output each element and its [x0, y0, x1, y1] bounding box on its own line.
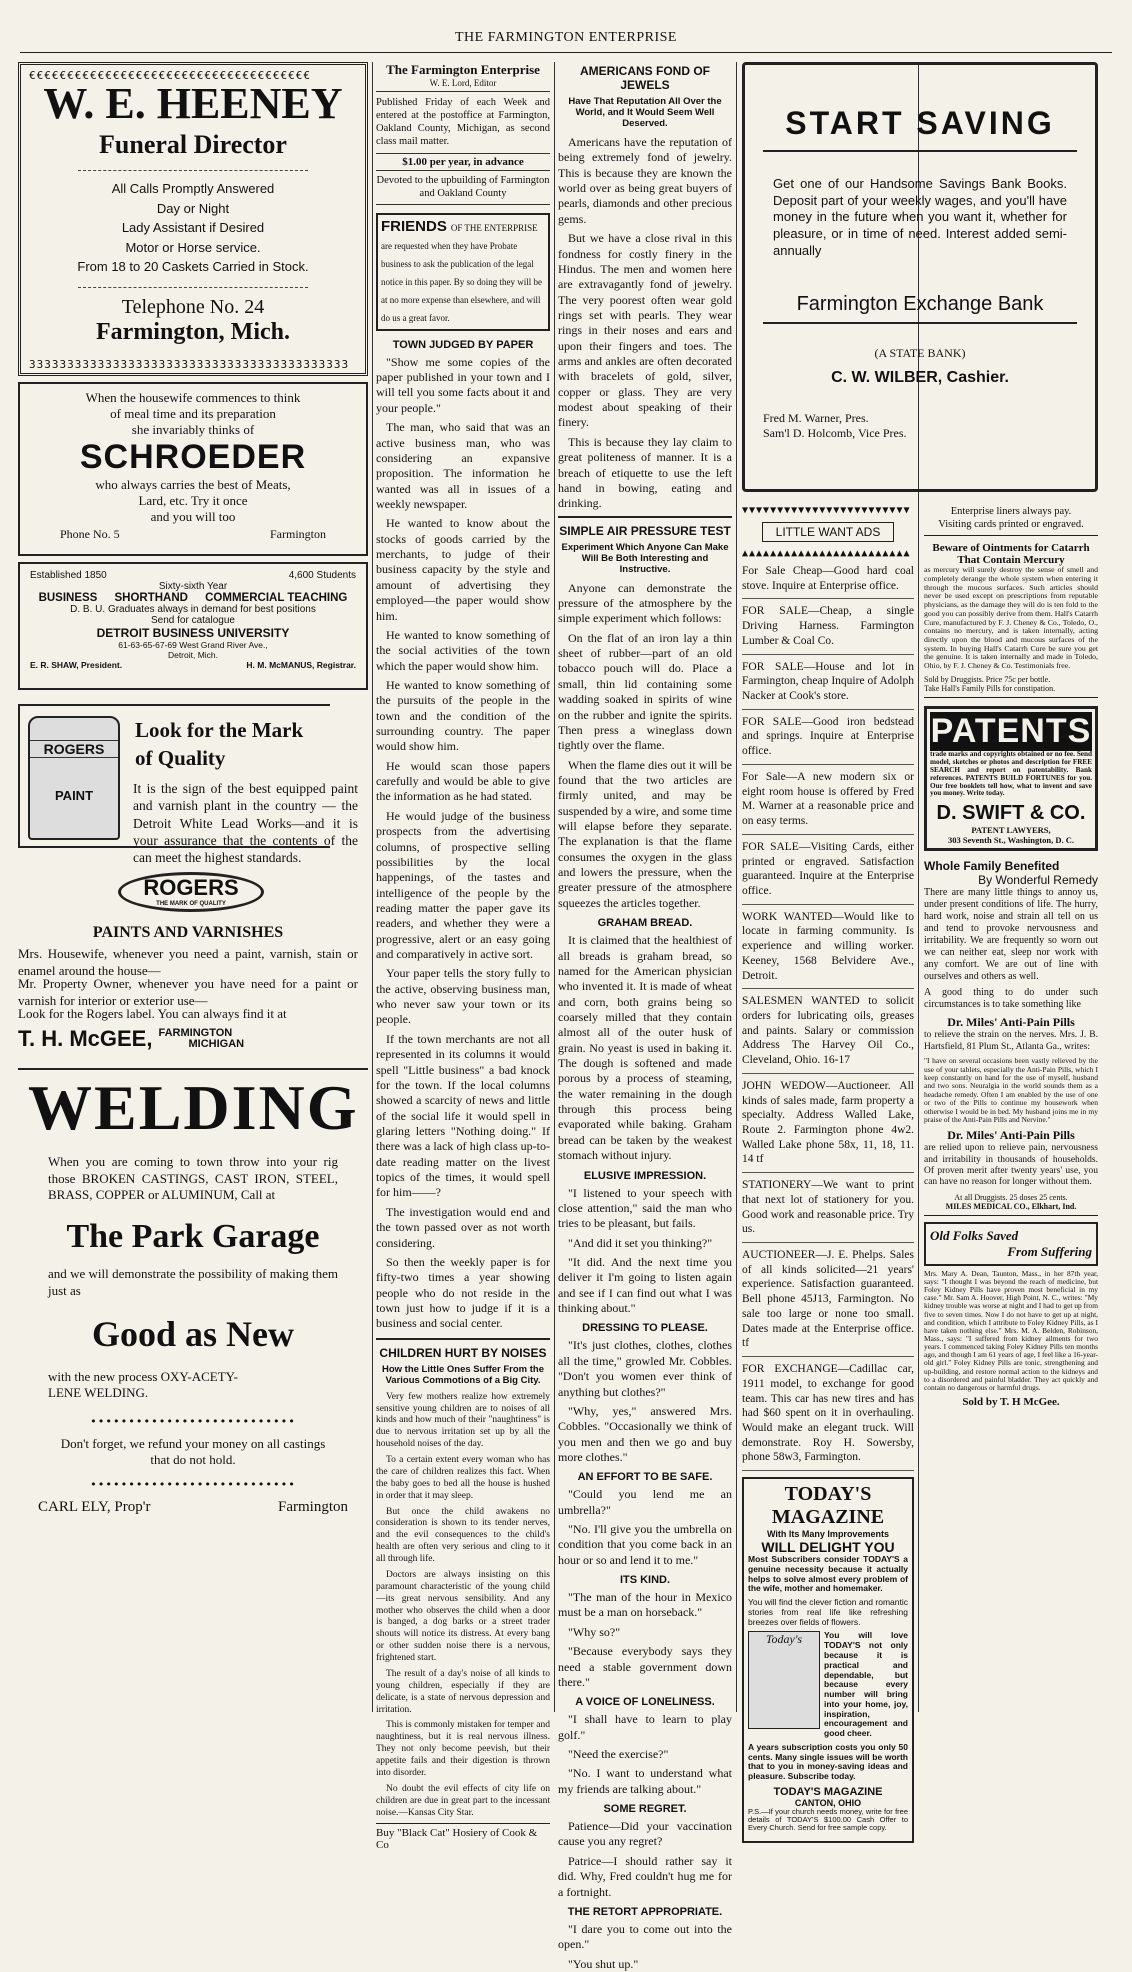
article-heading: SOME REGRET. — [603, 1803, 687, 1816]
miles-name: Dr. Miles' Anti-Pain Pills — [947, 1128, 1075, 1143]
article-subheading: Have That Reputation All Over the World, and It Would Seem Well Deserved. — [568, 96, 722, 129]
rogers-headline: of Quality — [135, 746, 226, 770]
dbu-addr: Detroit, Mich. — [167, 650, 219, 660]
heeney-line: Lady Assistant if Desired — [121, 220, 265, 235]
miles-name: Dr. Miles' Anti-Pain Pills — [947, 1015, 1075, 1030]
heeney-line: Day or Night — [156, 200, 230, 216]
schroeder-intro: she invariably thinks of — [131, 422, 255, 437]
article-para: "You shut up." — [568, 1956, 639, 1971]
bank-headline: START SAVING — [763, 79, 1077, 152]
article-heading: AMERICANS FOND OF JEWELS — [580, 64, 710, 92]
miles-body: are relied upon to relieve pain, nervousness and irritability in thousands of households. Of proven merit after twenty years' use, you can have no reason for longer without them. — [924, 1143, 1098, 1188]
rogers-headline: Look for the Mark — [135, 718, 304, 742]
want-ad: STATIONERY—We want to print that next lot of stationery for you. Good work and reasonable price. Try us. — [742, 1173, 914, 1243]
article-para: But we have a close rival in this fondness for costly finery in the Hindus. The men and women here are extravagantly fond of jewelry. The very poorest often wear gold rings set with pearls. They wear rings in their noses and ears and upon their fingers and toes. The arms and ankles are often decorated with bracelets of gold, silver, copper or glass. They are very modest about speaking of their finery. — [558, 231, 732, 430]
article-heading: THE RETORT APPROPRIATE. — [567, 1905, 723, 1918]
bank-vp: Sam'l D. Holcomb, Vice Pres. — [763, 426, 907, 441]
folks-body: Mrs. Mary A. Dean, Taunton, Mass., in her 87th year, says: "I thought I was beyond the reach of medicine, but Foley Kidney Pills have proven most beneficial in my case." Mr. Sam A. Hoover, High Point, N. C., writes: "My kidney trouble was worse at night and I had to get up from five to seven times. Now I do not have to get up at night, and condition, which I attribute to Foley Kidney Pills, as I have taken nothing else." Mrs. M. A. Belden, Robinson, Mass., says: "I suffered from kidney ailments for two years. I commenced taking Foley Kidney Pills ten months ago, and though I am 61 years of age, I feel like a 16-year-old girl." Foley Kidney Pills are tonic, strengthening and up-building, and restore normal action to the kidneys and to a disordered and painful bladder. They act quickly and contain no dangerous or harmful drugs. — [924, 1268, 1098, 1392]
article-para: "I dare you to come out into the open." — [558, 1921, 732, 1952]
article-para: "Because everybody says they need a stable government down there." — [558, 1644, 732, 1689]
friends-box — [376, 213, 550, 331]
mag-price: A years subscription costs you only 50 cents. Many single issues will be worth that to you in money-saving ideas and pleasure. Subscribe today. — [748, 1741, 908, 1782]
mag-delight: WILL DELIGHT YOU — [761, 1539, 895, 1556]
column-4-top — [742, 62, 1098, 562]
patents-head: PATENTS — [930, 711, 1092, 750]
article-para: Patience—Did your vaccination cause you any regret? — [558, 1819, 732, 1849]
rogers-ad — [18, 704, 368, 1064]
column-divider — [372, 62, 373, 1712]
dbu-est: Established 1850 — [30, 570, 107, 581]
patents-addr: 303 Seventh St., Washington, D. C. — [948, 835, 1074, 846]
heeney-name: W. E. HEENEY — [43, 79, 343, 128]
schroeder-line: who always carries the best of Meats, — [95, 477, 291, 492]
paper-editor: W. E. Lord, Editor — [376, 78, 550, 92]
rogers-title: PAINTS AND VARNISHES — [92, 924, 284, 941]
old-folks-ad — [924, 1216, 1098, 1408]
article-para: On the flat of an iron lay a thin sheet of rubber—part of an old tobacco pouch will do. Place a small, thin lid containing some wadding soaked in spirits of wine on the rubber and ignite the spirits. Then press a wineglass down tightly over the flame. — [558, 630, 732, 753]
rogers-logo: ROGERS THE MARK OF QUALITY — [118, 872, 264, 912]
masthead: THE FARMINGTON ENTERPRISE — [455, 30, 677, 45]
paper-title: The Farmington Enterprise — [386, 62, 540, 77]
article-para: "The man of the hour in Mexico must be a man on horseback." — [558, 1590, 732, 1620]
miles-body: to relieve the strain on the nerves. Mrs. J. B. Hartsfield, 81 Plum St., Atlanta Ga., writes: — [924, 1030, 1098, 1052]
dbu-year: Sixty-sixth Year — [158, 581, 228, 592]
article-para: "It did. And the next time you deliver it I'm going to listen again and see if I can find out what I was thinking about." — [558, 1255, 732, 1316]
article-para: "Could you lend me an umbrella?" — [558, 1487, 732, 1517]
mag-title: TODAY'S MAGAZINE — [771, 1483, 885, 1529]
paper-pub: Published Friday of each Week and entered at the postoffice at Farmington, Oakland County, Michigan, as second class mail matter. — [376, 97, 550, 148]
rogers-body: It is the sign of the best equipped paint and varnish plant in the country — the Detroit White Lead Works—and it is your assurance that the contents of the can meet the highest standards. — [133, 781, 358, 866]
liners: Enterprise liners always pay. — [950, 506, 1072, 517]
dbu-course: BUSINESS — [38, 592, 98, 604]
article-heading: ELUSIVE IMPRESSION. — [583, 1169, 707, 1182]
article-heading: TOWN JUDGED BY PAPER — [392, 338, 534, 351]
welding-good: Good as New — [91, 1314, 294, 1355]
heeney-ad — [18, 62, 368, 376]
article-heading: A VOICE OF LONELINESS. — [575, 1696, 715, 1709]
liners: Visiting cards printed or engraved. — [924, 518, 1098, 536]
article-children-noises: Very few mothers realize how extremely sensitive young children are to noises of all kinds and how much of their "naughtiness" is due to nervous irritation set up by all the household noises of the day. To a certain extent every woman who has the care of children realizes this fact. When the baby goes to bed all the house is hushed in order that it may sleep. But once the child awakens no consideration is shown to its tender nerves, and the evil consequences to the child's health are often very serious and cling to it all through life. Doctors are always insisting on this paramount characteristic of the young child—its great nervous sensibility. And any mother who observes the child when a door is banged, a dog barks or a street trader shouts will notice its distress. At every bang or other sudden noise there is a nervous, frightened start. The result of a day's noise of all kinds to young children, especially if they are delicate, is a state of nervous depression and irritation. This is commonly mistaken for temper and naughtiness, but it is real nervous illness. They not only become peevish, but their appetite fails and their digestion is thrown into disorder. No doubt the evil effects of city life on children are due in great part to the incessant noise.—Kansas City Star. — [376, 1391, 550, 1818]
want-ad: FOR SALE—House and lot in Farmington, cheap Inquire of Adolph Nacker at Cook's store. — [742, 655, 914, 710]
want-ads-heading: LITTLE WANT ADS — [762, 522, 894, 542]
article-para: "Why, yes," answered Mrs. Cobbles. "Occasionally we think of you men and then we go and buy more clothes." — [558, 1403, 732, 1464]
welding-divider: ••••••••••••••••••••••••••• — [90, 1415, 296, 1429]
article-para: "No. I'll give you the umbrella on condition that you come back in an hour or so and lend it to me." — [558, 1522, 732, 1567]
mag-love: You will love TODAY'S not only because it is practical and dependable, but because every number will bring into your home, joy, inspiration, encouragement and good cheer. — [824, 1630, 908, 1739]
miles-co: MILES MEDICAL CO., Elkhart, Ind. — [945, 1201, 1077, 1211]
miles-body: A good thing to do under such circumstances is to take something like — [924, 987, 1098, 1011]
heeney-line: Motor or Horse service. — [125, 239, 261, 255]
article-para: "It's just clothes, clothes, clothes all the time," growled Mr. Cobbles. "Don't you women ever think of anything but clothes?" — [558, 1338, 732, 1399]
want-ad: FOR SALE—Visiting Cards, either printed or engraved. Satisfaction guaranteed. Inquire at the Enterprise office. — [742, 835, 914, 905]
mag-name: TODAY'S MAGAZINE — [773, 1785, 883, 1798]
schroeder-line: Lard, etc. Try it once — [138, 493, 248, 508]
miles-head: By Wonderful Remedy — [978, 873, 1098, 888]
dbu-addr: 61-63-65-67-69 West Grand River Ave., — [118, 640, 268, 650]
bank-pres: Fred M. Warner, Pres. — [763, 411, 869, 426]
column-2 — [376, 62, 550, 1852]
dbu-catalog: Send for catalogue — [151, 615, 235, 626]
article-heading: GRAHAM BREAD. — [597, 917, 693, 930]
article-para: This is because they lay claim to great politeness of manner. It is a breach of etiquette to use the left hand in bowing, eating and drinking. — [558, 434, 732, 511]
schroeder-intro: When the housewife commences to think — [85, 390, 301, 405]
dbu-ad — [18, 562, 368, 690]
article-town-judged: "Show me some copies of the paper published in your town and I will tell you some facts about it and your people." The man, who said that was an active business man, who was considering an expansive proposition. The information he wanted was all in issues of a weekly newspaper. He wanted to know about the stocks of goods carried by the merchants, to judge of their business capacity by the style and amount of advertising they employed—the paper would show him. He wanted to know something of the social activities of the town which the paper would show him. He wanted to know something of the pursuits of the people in the town and the condition of the surrounding country. The paper would show him. He would scan those papers carefully and would be able to give the information as he had stated. He would judge of the business prospects from the advertising columns, of prospective selling possibilities by the local happenings, of the tastes and intelligence of the people by the reading matter the paper gave its readers, and whether they were a progressive, alert or an easy going and comparatively in active sort. Your paper tells the story fully to the active, observing business man, who never saw your town or its people. If the town merchants are not all represented in its columns it would spell "Little business" a bad knock for the town. If the local columns showed a scarcity of news and little of the social life it would spell in glaring letters "Nothing doing." If there was a lack of high class up-to-date reading matter on the livest topics of the times, it would spell for him——? The investigation would end and the town passed over as not worth considering. So then the weekly paper is for fifty-two times a year showing people who do not reside in the town just how to judge if it is a business and social center. — [376, 354, 550, 1331]
article-heading: CHILDREN HURT BY NOISES — [379, 1345, 547, 1360]
bank-body: Get one of our Handsome Savings Bank Books. Deposit part of your weekly wages, and you'll have money in the future when you want it, whether for pleasure, or in time of need. Interest added semi-annually — [773, 176, 1067, 258]
heeney-line: From 18 to 20 Caskets Carried in Stock. — [77, 259, 309, 274]
bank-name: Farmington Exchange Bank — [763, 293, 1077, 324]
magazine-cover-image: Today's — [748, 1631, 820, 1729]
article-para: "And did it set you thinking?" — [568, 1235, 713, 1250]
patents-lawyers: PATENT LAWYERS, — [971, 825, 1051, 836]
rogers-text: Mrs. Housewife, whenever you need a paint, varnish, stain or enamel around the house— — [18, 946, 358, 978]
welding-garage: The Park Garage — [66, 1217, 320, 1255]
bank-cashier: C. W. WILBER, Cashier. — [831, 369, 1009, 387]
welding-refund: Don't forget, we refund your money on all castings — [60, 1436, 326, 1452]
dbu-course: SHORTHAND — [114, 592, 188, 604]
welding-process: LENE WELDING. — [48, 1385, 149, 1401]
article-heading: ITS KIND. — [619, 1574, 671, 1587]
mag-ps: P.S.—If your church needs money, write for free details of TODAY'S $100.00 Cash Offer to Every Church. Send for free sample copy. — [748, 1806, 908, 1833]
heeney-place: Farmington, Mich. — [96, 318, 290, 345]
welding-divider: ••••••••••••••••••••••••••• — [90, 1478, 296, 1492]
column-divider — [736, 62, 737, 1712]
bank-ad — [742, 62, 1098, 492]
article-para: "No. I want to understand what my friends are talking about." — [558, 1766, 732, 1796]
schroeder-name: SCHROEDER — [79, 438, 307, 476]
column-1 — [18, 62, 368, 1712]
friends-body: OF THE ENTERPRISE are requested when they have Probate business to ask the publication of the legal notice in this paper. By so doing they will be at no more expense than elsewhere, and will do us a great favor. — [381, 222, 542, 323]
miles-quote: "I have on several occasions been vastly relieved by the use of your tablets, especially the Anti-Pain Pills, which I keep constantly on hand for the use of myself, husband and two sons. Neuralgia in the world sounds them as a headache remedy. Often I am enabled by the use of one or two of the Pills to continue my housework when otherwise I would be in bed. My husband joins me in my praise of the Anti-Pain Pills and Nervine." — [924, 1056, 1098, 1124]
schroeder-phone: Phone No. 5 — [60, 527, 120, 541]
friends-head: FRIENDS — [381, 217, 447, 235]
heeney-lines — [29, 179, 357, 277]
dbu-course: COMMERCIAL TEACHING — [205, 592, 348, 604]
article-para: "I listened to your speech with close attention," said the man who tries to be pleasant, but fails. — [558, 1185, 732, 1231]
article-para: Anyone can demonstrate the pressure of the atmosphere by the simple experiment which follows: — [558, 580, 732, 626]
dbu-students: 4,600 Students — [288, 570, 356, 581]
want-ad: WORK WANTED—Would like to locate in farming community. Is experience and willing worker. Keeney, 1568 Belvidere Ave., Detroit. — [742, 905, 914, 990]
welding-body: When you are coming to town throw into your rig those BROKEN CASTINGS, CAST IRON, STEEL, BRASS, COPPER or ALUMINUM, Call at — [48, 1154, 338, 1203]
schroeder-ad — [18, 382, 368, 556]
mercury-foot: Sold by Druggists. Price 75c per bottle. — [924, 674, 1051, 684]
bank-state: (A STATE BANK) — [874, 346, 966, 361]
rogers-dealer: T. H. McGEE, FARMINGTON MICHIGAN — [18, 1026, 245, 1051]
article-heading: DRESSING TO PLEASE. — [582, 1322, 708, 1335]
mercury-foot: Take Hall's Family Pills for constipation. — [924, 684, 1098, 698]
miles-head: Whole Family Benefited — [924, 859, 1060, 874]
article-subheading: Experiment Which Anyone Can Make Will Be Both Interesting and Instructive. — [561, 541, 729, 575]
want-ad: AUCTIONEER—J. E. Phelps. Sales of all kinds solicited—21 years' experience. Satisfaction guaranteed. Bell phone 45J13, Farmington. No sale too large or none too small. Dates made at the Enterprise office. tf — [742, 1243, 914, 1357]
article-para: "Need the exercise?" — [568, 1746, 669, 1761]
article-para: Americans have the reputation of being extremely fond of jewelry. This is because they are known the world over as being great buyers of pearls, diamonds and other precious gems. — [558, 135, 732, 226]
mercury-body: as mercury will surely destroy the sense of smell and completely derange the whole system when entering it through the mucous surfaces. Such articles should never be used except on prescriptions from reputable physicians, as the damage they will do is ten fold to the good you can possibly derive from them. Hall's Catarrh Cure, manufactured by F. J. Cheney & Co., Toledo, O., contains no mercury, and is taken internally, acting directly upon the blood and mucous surfaces of the system. In buying Hall's Catarrh Cure be sure you get the genuine. It is taken internally and made in Toledo, Ohio, by F. J. Cheney & Co. Testimonials free. — [924, 565, 1098, 671]
article-subheading: How the Little Ones Suffer From the Various Commotions of a Big City. — [381, 1363, 545, 1386]
dbu-reg: H. M. McMANUS, Registrar. — [246, 660, 356, 670]
want-ad: For Sale Cheap—Good hard coal stove. Inquire at Enterprise office. — [742, 559, 914, 599]
dbu-grads: D. B. U. Graduates always in demand for best positions — [70, 604, 316, 615]
mag-sub: With Its Many Improvements — [767, 1529, 889, 1540]
article-para: It is claimed that the healthiest of all breads is graham bread, so named for the American physician who invented it. It is made of wheat and corn, both grains being so coarsely milled that they contain almost all of the outer husk of grain. No yeast is used in baking it. The dough is softened and made porous by a process of steaming, the water remaining in the dough through this process being evaporated while baking. Graham bread can be taken by the weakest stomach without injury. — [558, 933, 732, 1163]
dbu-name: DETROIT BUSINESS UNIVERSITY — [96, 626, 290, 640]
article-para: When the flame dies out it will be found that the two articles are firmly united, and may be suspended by a wire, and some time will elapse before they separate. The explanation is that the flame consumes the oxygen in the glass and lowers the pressure, when the greater pressure of the atmosphere squeezes the articles together. — [558, 757, 732, 910]
rogers-text: Mr. Property Owner, whenever you have need for a paint or varnish for interior or exterior use— — [18, 976, 358, 1008]
want-border: ▲▲▲▲▲▲▲▲▲▲▲▲▲▲▲▲▲▲▲▲▲▲▲▲ — [742, 548, 911, 559]
want-ad: FOR SALE—Good iron bedstead and springs. Inquire at Enterprise office. — [742, 710, 914, 765]
ornate-border-top: €€€€€€€€€€€€€€€€€€€€€€€€€€€€€€€€€€€€€ — [29, 69, 312, 82]
mercury-head: Beware of Ointments for Catarrh That Contain Mercury — [932, 542, 1090, 567]
can-label: ROGERS — [30, 740, 118, 758]
want-ad: SALESMEN WANTED to solicit orders for lubricating oils, greases and paints. Salary or commission Address The Harvey Oil Co., Cleveland, Ohio. 16-17 — [742, 989, 914, 1074]
welding-demo: and we will demonstrate the possibility of making them just as — [48, 1265, 338, 1298]
want-ad: JOHN WEDOW—Auctioneer. All kinds of sales made, farm property a specialty. Address Walled Lake, Route 2. Farmington phone 4w2. Walled Lake phone 58x, 11, 18, 11. 14 tf — [742, 1074, 914, 1173]
schroeder-line: and you will too — [150, 509, 236, 524]
article-para: Patrice—I should rather say it did. Why, Fred couldn't hug me for a fortnight. — [558, 1853, 732, 1899]
want-ad: FOR SALE—Cheap, a single Driving Harness. Farmington Lumber & Coal Co. — [742, 599, 914, 654]
todays-magazine-ad — [742, 1477, 914, 1843]
rogers-text: Look for the Rogers label. You can always find it at — [18, 1006, 287, 1021]
patents-body: trade marks and copyrights obtained or no fee. Send model, sketches or photos and description for FREE SEARCH and report on patentability. Bank references. PATENTS BUILD FORTUNES for you. Our free booklets tell how, what to invent and save you money. Write today. — [930, 749, 1092, 798]
schroeder-intro: of meal time and its preparation — [110, 406, 276, 421]
mag-body: You will find the clever fiction and romantic stories from real life like refreshing breezes over fields of flowers. — [748, 1597, 908, 1627]
miles-ad — [924, 851, 1098, 1215]
paper-devoted: Devoted to the upbuilding of Farmington and Oakland County — [376, 174, 550, 205]
article-heading: AN EFFORT TO BE SAFE. — [577, 1471, 713, 1484]
dbu-pres: E. R. SHAW, President. — [30, 660, 123, 670]
folks-sold: Sold by T. H McGee. — [962, 1395, 1060, 1408]
can-sub: PAINT — [54, 788, 94, 803]
want-ad: For Sale—A new modern six or eight room house is offered by Fred M. Warner at a reasonable price and on easy terms. — [742, 765, 914, 835]
folks-head: From Suffering — [1007, 1243, 1092, 1259]
schroeder-town: Farmington — [270, 527, 326, 541]
heeney-line: All Calls Promptly Answered — [111, 181, 275, 196]
column-divider — [554, 62, 555, 1712]
column-4 — [742, 505, 914, 1833]
article-para: "Why so?" — [568, 1624, 621, 1639]
heeney-phone: Telephone No. 24 — [121, 295, 265, 318]
column-3 — [558, 62, 732, 1971]
article-para: "I shall have to learn to play golf." — [558, 1712, 732, 1742]
masthead-rule — [20, 52, 1112, 53]
patents-ad — [924, 706, 1098, 852]
welding-process: with the new process OXY-ACETY- — [48, 1369, 238, 1385]
paper-price: $1.00 per year, in advance — [376, 153, 550, 171]
heeney-title: Funeral Director — [99, 130, 287, 159]
welding-prop: CARL ELY, Prop'r — [38, 1499, 151, 1516]
want-ad: FOR EXCHANGE—Cadillac car, 1911 model, to exchange for good team. This car has new tires and has had $60 spent on it in overhauling. Would make an elegant truck. Will demonstrate. Roy H. Sowersby, phone 58w3, Farmington. — [742, 1357, 914, 1471]
miles-body: There are many little things to annoy us, under present conditions of life. The hurry, hard work, noise and strain all tell on us and tend to provoke nervousness and irritability. We are frequently so worn out we can neither eat, sleep nor work with any comfort. We are out of line with ourselves and others as well. — [924, 887, 1098, 983]
want-border: ▼▼▼▼▼▼▼▼▼▼▼▼▼▼▼▼▼▼▼▼▼▼▼▼ — [742, 505, 911, 516]
welding-title: WELDING — [28, 1072, 359, 1143]
welding-town: Farmington — [278, 1499, 348, 1516]
welding-refund: that do not hold. — [150, 1452, 236, 1468]
article-heading: SIMPLE AIR PRESSURE TEST — [559, 523, 731, 538]
footer-blackcat: Buy "Black Cat" Hosiery of Cook & Co — [376, 1823, 550, 1851]
mag-body: Most Subscribers consider TODAY'S a genuine necessity because it actually helps to solve almost every problem of the wife, mother and homemaker. — [748, 1554, 908, 1594]
ornate-border-bottom: ЗЗЗЗЗЗЗЗЗЗЗЗЗЗЗЗЗЗЗЗЗЗЗЗЗЗЗЗЗЗЗЗЗЗЗЗЗЗЗЗЗЗ — [29, 358, 350, 371]
patents-firm: D. SWIFT & CO. — [936, 802, 1086, 825]
column-5 — [924, 505, 1098, 1715]
mag-city: CANTON, OHIO — [794, 1797, 862, 1808]
folks-head: Old Folks Saved — [930, 1227, 1019, 1243]
miles-price: At all Druggists. 25 doses 25 cents. — [954, 1192, 1068, 1202]
welding-ad — [18, 1068, 368, 1588]
